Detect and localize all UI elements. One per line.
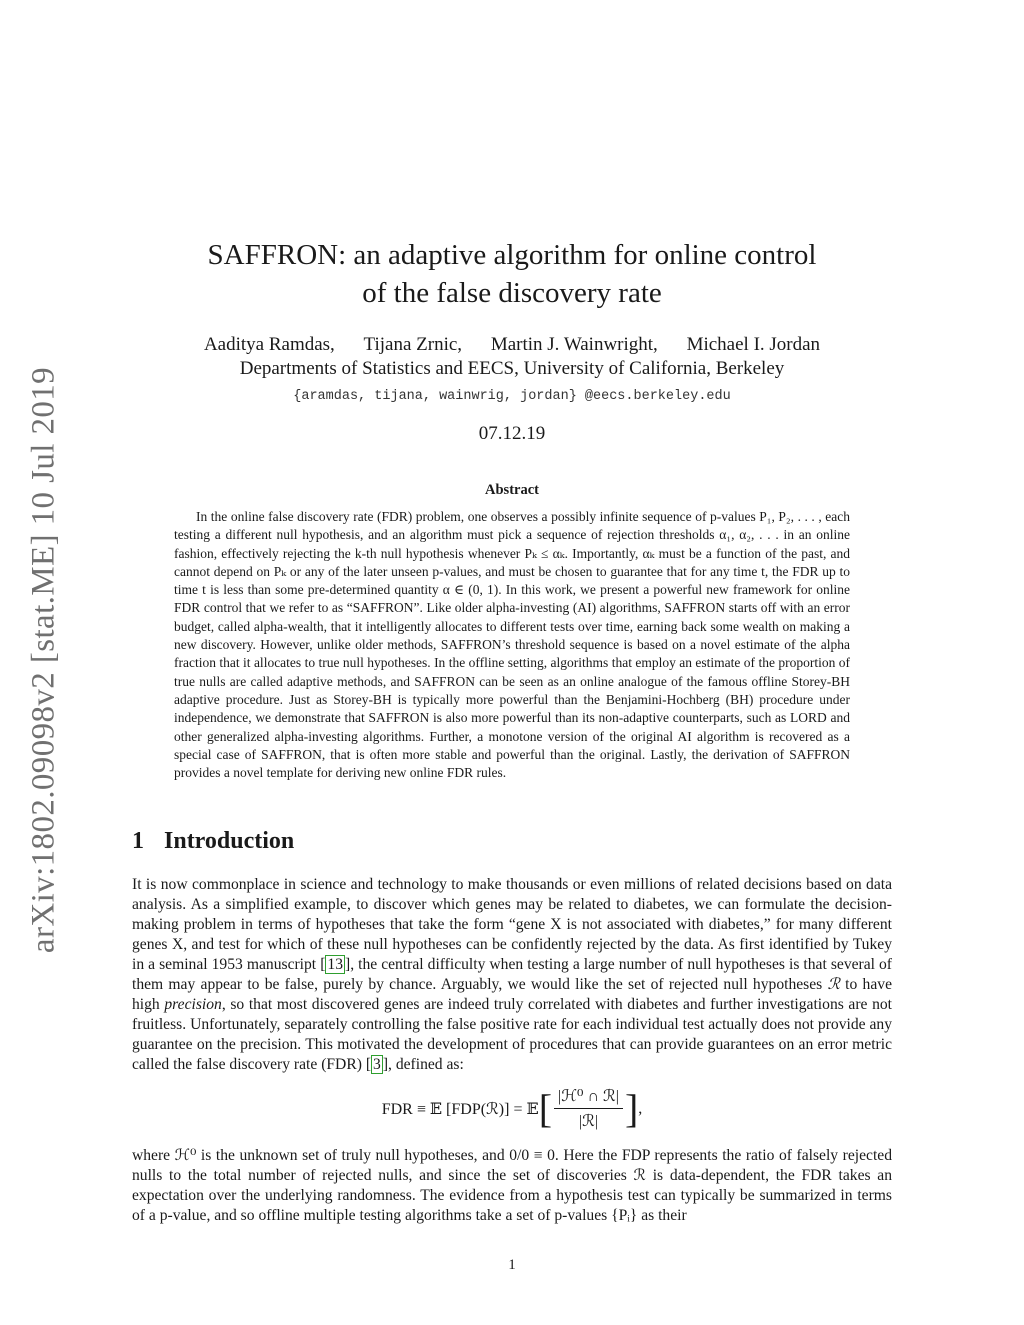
- equation-trail: ,: [638, 1099, 643, 1117]
- bracket-left: [: [538, 1085, 553, 1131]
- page-number: 1: [508, 1257, 516, 1273]
- author-name: Martin J. Wainwright,: [490, 334, 658, 355]
- bracket-right: ]: [624, 1085, 639, 1131]
- author-name: Michael I. Jordan: [686, 334, 821, 355]
- text-run: , so that most discovered genes are indeed truly correlated with diabetes and further investigations are not fruitless. Unfortunately, separately controlling the false positive rate for each individual test actually does not provide any guarantee on the precision. This motivated the development of procedures that can provide guarantees on an error metric called the false discovery rate (FDR): [132, 996, 893, 1073]
- section-heading: [132, 828, 294, 855]
- equation-lhs: FDR ≡ 𝔼 [FDP(ℛ)] = 𝔼: [381, 1100, 539, 1118]
- fraction: [554, 1086, 623, 1131]
- citation-link[interactable]: 3: [373, 1056, 381, 1073]
- title-line-2: of the false discovery rate: [362, 277, 662, 309]
- intro-paragraph-2: where ℋ⁰ is the unknown set of truly null hypotheses, and 0/0 ≡ 0. Here the FDP represents the ratio of falsely rejected nulls to the total number of rejected nulls, and since the set of discoveries ℛ is data-dependent, the FDR takes an expectation over the underlying randomness. The evidence from a hypothesis test can typically be summarized in terms of a p-value, and so offline multiple testing algorithms take a set of p-values {Pᵢ} as their: [132, 1147, 892, 1224]
- author-emails: {aramdas, tijana, wainwrig, jordan} @eecs.berkeley.edu: [293, 389, 731, 404]
- intro-paragraph-1: It is now commonplace in science and technology to make thousands or even millions of related decisions based on data analysis. As a simplified example, to discover which genes may be related to diabetes, we can formulate the decision-making problem in terms of hypotheses that take the form “gene X is not associated with diabetes,” for many different genes X, and test for which of these null hypotheses can be confidently rejected by the data. As first identified by Tukey in a seminal 1953 manuscript [ 13 ], the central difficulty when testing a large number of null hypotheses is that several of them may appear to be false, purely by chance. Arguably, we would like the set of rejected null hypotheses ℛ to have high precision, so that most discovered genes are indeed truly correlated with diabetes and further investigations are not fruitless. Unfortunately, separately controlling the false positive rate for each individual test actually does not provide any guarantee on the precision. This motivated the development of procedures that can provide guarantees on an error metric called the false discovery rate (FDR) [ 3 ], defined as:: [132, 876, 893, 1073]
- author-names: [0, 333, 1024, 357]
- author-block: [0, 333, 1024, 409]
- affiliation: Departments of Statistics and EECS, University of California, Berkeley: [239, 358, 785, 379]
- section-title: Introduction: [164, 828, 295, 854]
- title-line-1: SAFFRON: an adaptive algorithm for online control: [207, 239, 817, 271]
- fraction-denominator: |ℛ|: [578, 1113, 599, 1130]
- fraction-numerator: |ℋ⁰ ∩ ℛ|: [554, 1086, 623, 1109]
- arxiv-identifier: arXiv:1802.09098v2 [stat.ME] 10 Jul 2019: [25, 366, 62, 954]
- emphasis-text: precision: [164, 996, 222, 1013]
- section-number: 1: [132, 828, 144, 854]
- text-run: It is now commonplace in science and technology to make thousands or even millions of related decisions based on data analysis. As a simplified example, to discover which genes may be related to diabetes, we can formulate the decision-making problem in terms of hypotheses that take the form “gene X is not associated with diabetes,” for many different genes X, and test for which of these null hypotheses can be confidently rejected by the data. As first identified by Tukey in a seminal 1953 manuscript: [132, 876, 892, 973]
- text-run: , the central difficulty when testing a large number of null hypotheses is that several of them may appear to be false, purely by chance. Arguably, we would like the set of rejected null hypotheses: [132, 956, 893, 993]
- paper-date: 07.12.19: [478, 423, 546, 444]
- abstract-heading: Abstract: [485, 482, 539, 498]
- math-symbol: ℛ: [827, 976, 840, 993]
- fdr-equation: [0, 1086, 1024, 1131]
- author-name: Aaditya Ramdas,: [203, 334, 335, 355]
- paper-title: [0, 236, 1024, 312]
- author-name: Tijana Zrnic,: [363, 334, 463, 355]
- text-run: , defined as:: [388, 1056, 464, 1073]
- text-run: to have high: [132, 976, 892, 1013]
- citation-link[interactable]: 13: [327, 956, 343, 973]
- abstract-text: In the online false discovery rate (FDR) problem, one observes a possibly infinite sequence of p-values P₁, P₂, . . . , each testing a different null hypothesis, and an algorithm must pick a sequence of rejection thresholds α₁, α₂, . . . in an online fashion, effectively rejecting the k-th null hypothesis whenever Pₖ ≤ αₖ. Importantly, αₖ must be a function of the past, and cannot depend on Pₖ or any of the later unseen p-values, and must be chosen to guarantee that for any time t, the FDR up to time t is less than some pre-determined quantity α ∈ (0, 1). In this work, we present a powerful new framework for online FDR control that we refer to as “SAFFRON”. Like older alpha-investing (AI) algorithms, SAFFRON starts off with an error budget, called alpha-wealth, that it intelligently allocates to different tests over time, earning back some wealth on making a new discovery. However, unlike older methods, SAFFRON’s threshold sequence is based on a novel estimate of the alpha fraction that it allocates to true null hypotheses. In the offline setting, algorithms that employ an estimate of the proportion of true nulls are called adaptive methods, and SAFFRON can be seen as an online analogue of the famous offline Storey-BH adaptive procedure. Just as Storey-BH is typically more powerful than the Benjamini-Hochberg (BH) procedure under independence, we demonstrate that SAFFRON is also more powerful than its non-adaptive counterparts, such as LORD and other generalized alpha-investing algorithms. Further, a monotone version of the original AI algorithm is recovered as a special case of SAFFRON, that is often more stable and powerful than the original. Lastly, the derivation of SAFFRON provides a novel template for deriving new online FDR rules.: [174, 509, 850, 781]
